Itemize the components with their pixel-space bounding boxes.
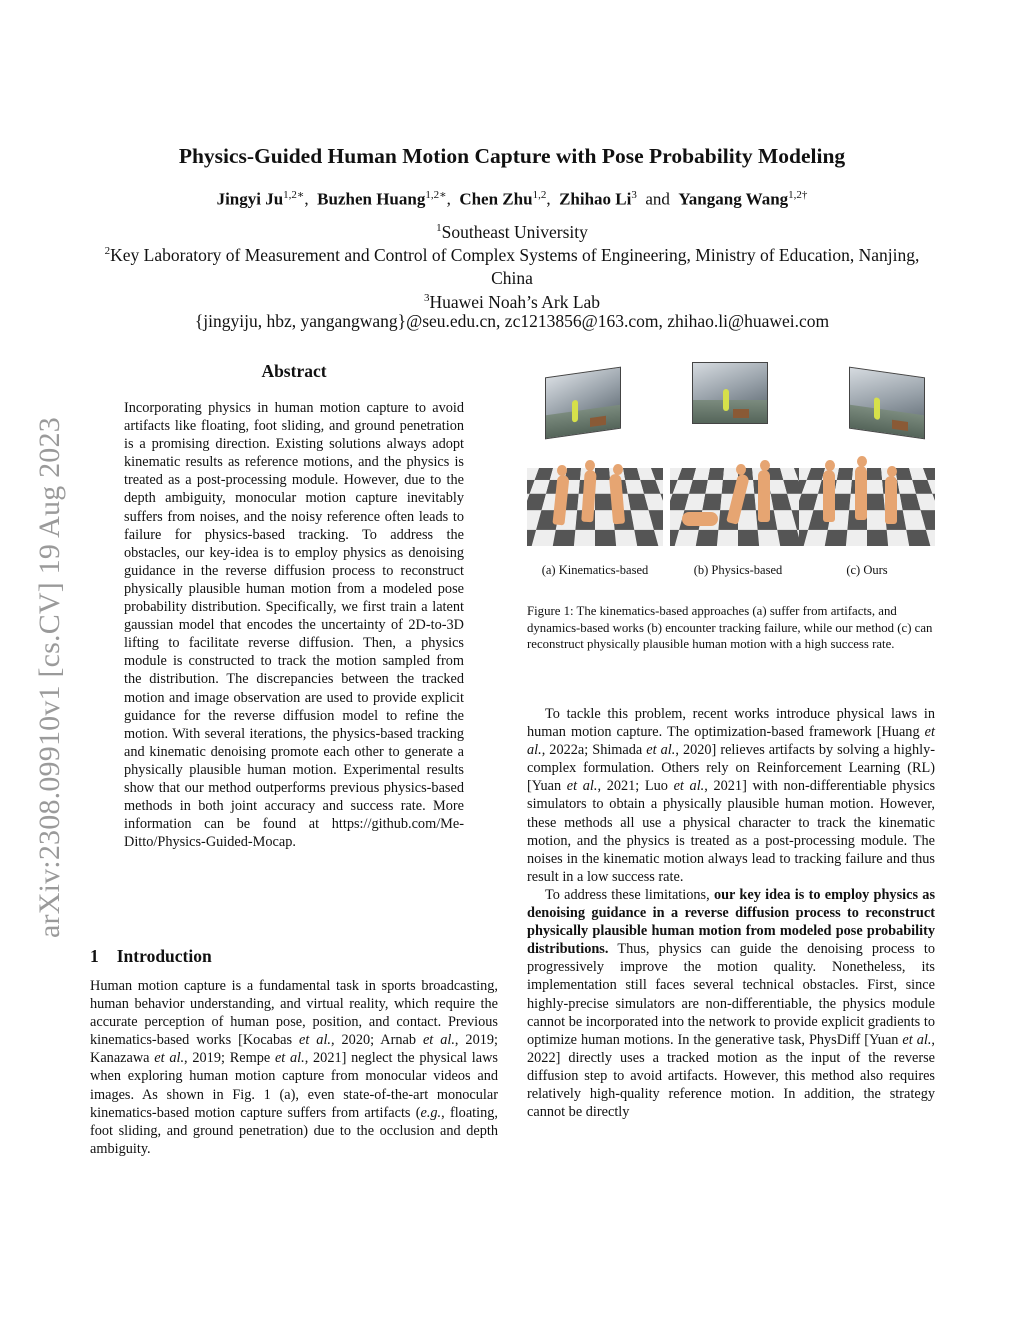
input-video-frame — [692, 362, 768, 424]
author-and: and — [645, 189, 670, 209]
affiliation-3: $^3$Huawei Noah’s Ark Lab — [423, 291, 601, 312]
author-sup: 1,2∗ — [425, 189, 447, 201]
checkerboard-floor — [799, 468, 935, 546]
subfigure-caption: (c) Ours — [846, 563, 888, 577]
figure-panel-ours — [799, 360, 935, 577]
subfigure-caption: (b) Physics-based — [693, 563, 783, 577]
intro-paragraph-1: Human motion capture is a fundamental task in sports broadcasting, human behavior understanding, and virtual reality, which require the accurate perception of human pose, position, and contact. Previous kinematics-based works [Kocabas et al., 2020; Arnab et al., 2019; Kanazawa et al., 2019; Rempe et al., 2021] neglect the physical laws when exploring human motion capture from monocular videos and images. As shown in Fig. 1 (a), even state-of-the-art monocular kinematics-based motion capture suffers from artifacts (e.g., floating, foot sliding, and ground penetration) due to the occlusion and depth ambiguity. — [90, 978, 498, 1157]
intro-paragraph-3: To address these limitations, our key idea is to employ physics as denoising guidance in a reverse diffusion process to reconstruct physically plausible human motion from modeled pose probability distributions. Thus, physics can guide the denoising process to progressively improve the motion quality. Nonetheless, its implementation still faces several technical obstacles. First, since highly-precise simulators are non-differentiable, the physics module cannot be incorporated into the network to provide explicit gradients to optimize human motions. In the generative task, PhysDiff [Yuan et al., 2022] directly uses a tracked motion as the input of the reverse diffusion step to avoid artifacts. However, this method also requires relatively high-quality reference motion. In addition, the strategy cannot be directly — [527, 886, 936, 1121]
abstract-heading: Abstract — [261, 361, 327, 381]
figure-1-caption: Figure 1: The kinematics-based approaches (a) suffer from artifacts, and dynamics-based works (b) encounter tracking failure, while our method (c) can reconstruct physically plausible human motion with a high success rate. — [527, 604, 933, 651]
input-video-frame — [849, 367, 925, 440]
author-name: Zhihao Li — [559, 189, 632, 209]
section-heading-introduction — [90, 946, 212, 967]
figure-panel-kinematics — [527, 360, 663, 577]
human-mesh — [823, 470, 835, 522]
author-name: Jingyi Ju — [216, 189, 284, 209]
human-mesh — [885, 476, 897, 524]
figure-panel-physics — [670, 360, 806, 577]
author-sup: 1,2† — [788, 189, 808, 201]
affiliation-2: $^2$Key Laboratory of Measurement and Control of Complex Systems of Engineering, Ministry of Education, Nanjing, China — [104, 244, 920, 288]
right-column-text — [527, 705, 935, 1121]
section-title: Introduction — [116, 946, 212, 966]
author-list: Jingyi $Ju^{1,2∗}$, Buzhen Huang$^{1,2∗}$, Chen Zhu$^{1,2}$, Zhihao Li$^3$ and Yangang Wang$^{1,2\dagger}$ — [216, 189, 808, 209]
paper-title: Physics-Guided Human Motion Capture with Pose Probability Modeling — [178, 144, 846, 168]
author-emails: {jingyiju, hbz, yangangwang}@seu.edu.cn, zc1213856@163.com, zhihao.li@huawei.com — [194, 311, 830, 331]
author-sup: 1,2∗ — [283, 189, 305, 201]
input-video-frame — [545, 367, 621, 440]
figure-1 — [527, 360, 935, 575]
author-name: Yangang Wang — [678, 189, 789, 209]
subfigure-caption: (a) Kinematics-based — [541, 563, 649, 577]
author-sup: 1,2 — [532, 189, 547, 201]
author-sup: 3 — [631, 189, 637, 201]
abstract-text: Incorporating physics in human motion capture to avoid artifacts like floating, foot sliding, and ground penetration is a promising direction. Existing solutions always adopt kinematic results as reference motions, and the physics is treated as a post-processing module. However, due to the depth ambiguity, monocular motion capture inevitably suffers from noises, and the noisy reference often leads to failure for physics-based tracking. To address the obstacles, our key-idea is to employ physics as denoising guidance in the reverse diffusion process to reconstruct physically plausible human motion from a modeled pose probability distribution. Specifically, we first train a latent gaussian model that encodes the uncertainty of 2D-to-3D lifting to facilitate reverse diffusion. Then, a physics module is constructed to track the motion sampled from the distribution. The discrepancies between the tracked motion and image observation are used to provide explicit guidance for the reverse diffusion model to refine the motion. With several iterations, the physics-based tracking and kinematic denoising promote each other to generate a physically plausible human motion. Experimental results show that our method outperforms previous physics-based methods in both joint accuracy and success rate. More information can be found at https://github.com/Me-Ditto/Physics-Guided-Mocap. — [124, 400, 464, 851]
affiliation-1: $^1$Southeast University — [436, 221, 588, 242]
human-mesh — [758, 470, 770, 522]
author-name: Chen Zhu — [459, 189, 533, 209]
author-name: Buzhen Huang — [317, 189, 426, 209]
human-mesh — [855, 466, 867, 520]
intro-paragraph-2: To tackle this problem, recent works introduce physical laws in human motion capture. The optimization-based framework [Huang et al., 2022a; Shimada et al., 2020] relieves artifacts by solving a highly-complex formulation. Others rely on Reinforcement Learning (RL) [Yuan et al., 2021; Luo et al., 2021] with non-differentiable physics simulators to obtain a physically plausible human motion. However, these methods all use a physical character to track the kinematic motion, and the physics is treated as a post-processing module. The noises in the kinematic motion always lead to tracking failure and thus result in a low success rate. — [527, 706, 936, 885]
arxiv-side-stamp: arXiv:2308.09910v1 [cs.CV] 19 Aug 2023 — [33, 417, 66, 938]
section-number: 1 — [90, 946, 99, 966]
human-mesh-fallen — [682, 512, 718, 526]
